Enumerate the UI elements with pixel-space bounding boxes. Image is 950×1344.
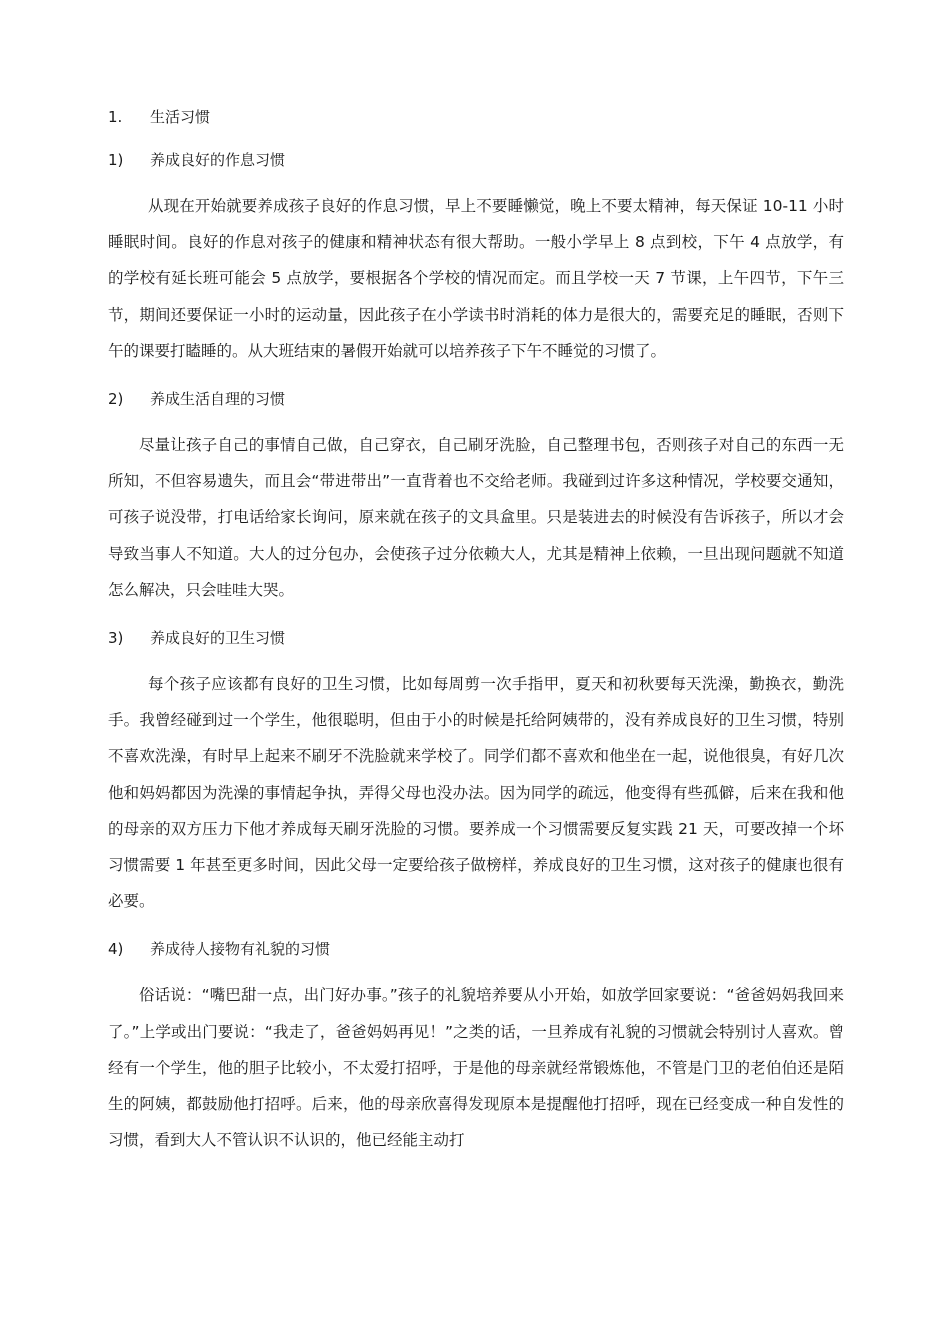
subsection-title: 养成待人接物有礼貌的习惯 xyxy=(150,940,331,959)
subsection-number: 4) xyxy=(108,940,124,959)
subsection-number: 2) xyxy=(108,390,124,409)
subsection-heading-1 xyxy=(108,148,844,172)
section-title: 生活习惯 xyxy=(150,108,211,126)
subsection-title: 养成生活自理的习惯 xyxy=(150,390,286,409)
paragraph-self-care-habits: 尽量让孩子自己的事情自己做，自己穿衣，自己刷牙洗脸，自己整理书包，否则孩子对自己的东西一无所知，不但容易遗失，而且会“带进带出”一直背着也不交给老师。我碰到过许多这种情况，学校要交通知，可孩子说没带，打电话给家长询问，原来就在孩子的文具盒里。只是装进去的时候没有告诉孩子，所以才会导致当事人不知道。大人的过分包办，会使孩子过分依赖大人，尤其是精神上依赖，一旦出现问题就不知道怎么解决，只会哇哇大哭。 xyxy=(108,436,844,599)
subsection-title: 养成良好的作息习惯 xyxy=(150,151,286,169)
subsection-heading-4 xyxy=(108,937,844,961)
document-page xyxy=(108,100,844,1158)
subsection-heading-3 xyxy=(108,626,844,650)
section-heading xyxy=(108,105,844,129)
subsection-number: 1) xyxy=(108,151,124,169)
section-number: 1. xyxy=(108,108,123,126)
subsection-heading-2 xyxy=(108,387,844,411)
paragraph-sleep-habits: 从现在开始就要养成孩子良好的作息习惯，早上不要睡懒觉，晚上不要太精神，每天保证 10-11 小时睡眠时间。良好的作息对孩子的健康和精神状态有很大帮助。一般小学早上 8 点到校，下午 4 点放学，有的学校有延长班可能会 5 点放学，要根据各个学校的情况而定。而且学校一天 7 节课，上午四节，下午三节，期间还要保证一小时的运动量，因此孩子在小学读书时消耗的体力是很大的，需要充足的睡眠，否则下午的课要打瞌睡的。从大班结束的暑假开始就可以培养孩子下午不睡觉的习惯了。 xyxy=(108,197,844,360)
subsection-title: 养成良好的卫生习惯 xyxy=(150,629,286,648)
paragraph-manners-habits: 俗话说：“嘴巴甜一点，出门好办事。”孩子的礼貌培养要从小开始，如放学回家要说：“爸爸妈妈我回来了。”上学或出门要说：“我走了，爸爸妈妈再见！”之类的话，一旦养成有礼貌的习惯就会特别讨人喜欢。曾经有一个学生，他的胆子比较小，不太爱打招呼，于是他的母亲就经常锻炼他，不管是门卫的老伯伯还是陌生的阿姨，都鼓励他打招呼。后来，他的母亲欣喜得发现原本是提醒他打招呼，现在已经变成一种自发性的习惯，看到大人不管认识不认识的，他已经能主动打 xyxy=(108,986,844,1150)
subsection-number: 3) xyxy=(108,629,124,648)
paragraph-hygiene-habits: 每个孩子应该都有良好的卫生习惯，比如每周剪一次手指甲，夏天和初秋要每天洗澡，勤换衣，勤洗手。我曾经碰到过一个学生，他很聪明，但由于小的时候是托给阿姨带的，没有养成良好的卫生习惯，特别不喜欢洗澡，有时早上起来不刷牙不洗脸就来学校了。同学们都不喜欢和他坐在一起，说他很臭，有好几次他和妈妈都因为洗澡的事情起争执，弄得父母也没办法。因为同学的疏远，他变得有些孤僻，后来在我和他的母亲的双方压力下他才养成每天刷牙洗脸的习惯。要养成一个习惯需要反复实践 21 天，可要改掉一个坏习惯需要 1 年甚至更多时间，因此父母一定要给孩子做榜样，养成良好的卫生习惯，这对孩子的健康也很有必要。 xyxy=(108,675,844,911)
